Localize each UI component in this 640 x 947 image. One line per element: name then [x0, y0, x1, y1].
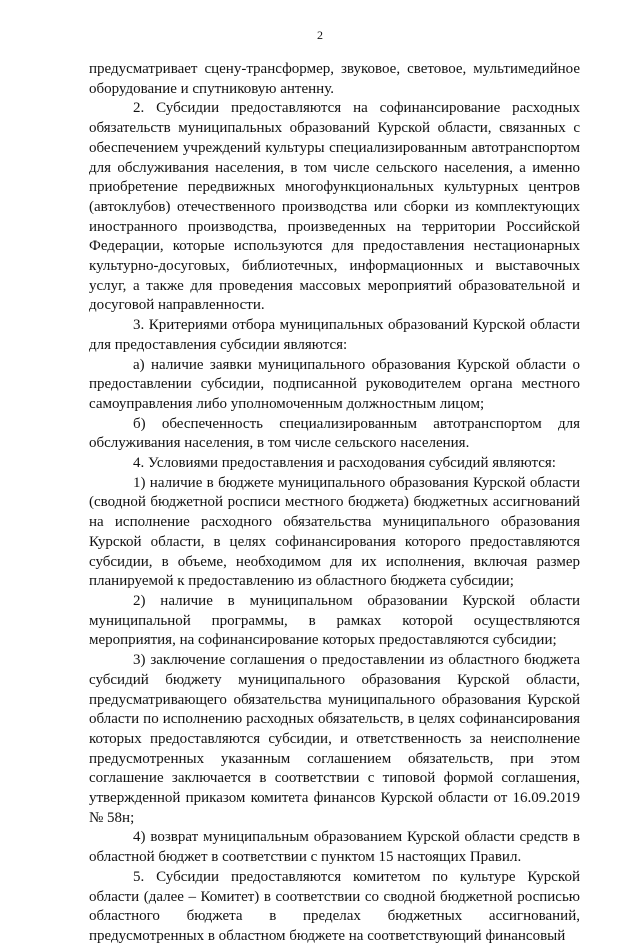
paragraph-item-2: 2. Субсидии предоставляются на софинансирование расходных обязательств муниципальных образований Курской области, связанных с обеспечением учреждений культуры специализированным автотранспортом для обслуживания населения, в том числе сельского населения, а именно приобретение передвижных многофункциональных культурных центров (автоклубов) отечественного производства или сборки из комплектующих иностранного производства, произведенных на территории Российской Федерации, которые используются для предоставления нестационарных культурно-досуговых, библиотечных, информационных и выставочных услуг, а также для проведения массовых мероприятий образовательной и досуговой направленности.	[89, 100, 580, 314]
paragraph-subitem-1: 1) наличие в бюджете муниципального образования Курской области (сводной бюджетной росписи местного бюджета) бюджетных ассигнований на исполнение расходного обязательства муниципального образования Курской области, в целях софинансирования которого предоставляются субсидии, в объеме, необходимом для их исполнения, включая размер планируемой к предоставлению из областного бюджета субсидии;	[89, 474, 580, 590]
paragraph-item-5: 5. Субсидии предоставляются комитетом по культуре Курской области (далее – Комитет) в соответствии со сводной бюджетной росписью областного бюджета в пределах бюджетных ассигнований, предусмотренных в областном бюджете на соответствующий финансовый	[89, 868, 580, 944]
paragraph-subitem-b: б) обеспеченность специализированным автотранспортом для обслуживания населения, в том числе сельского населения.	[89, 415, 580, 452]
paragraph-subitem-a: а) наличие заявки муниципального образования Курской области о предоставлении субсидии, подписанной руководителем органа местного самоуправления либо уполномоченным должностным лицом;	[89, 356, 580, 412]
paragraph-subitem-4: 4) возврат муниципальным образованием Курской области средств в областной бюджет в соответствии с пунктом 15 настоящих Правил.	[89, 829, 580, 866]
paragraph-item-4: 4. Условиями предоставления и расходования субсидий являются:	[133, 455, 556, 472]
paragraph-item-3: 3. Критериями отбора муниципальных образований Курской области для предоставления субсидии являются:	[89, 317, 580, 353]
paragraph-subitem-3: 3) заключение соглашения о предоставлении из областного бюджета субсидий бюджету муниципального образования Курской области, предусматривающего обязательства муниципального образования Курской области по исполнению расходных обязательств, в целях софинансирования которых предоставляются субсидии, и ответственность за неисполнение предусмотренных указанным соглашением обязательств, при этом соглашение заключается в соответствии с типовой формой соглашения, утвержденной приказом комитета финансов Курской области от 16.09.2019 № 58н;	[89, 652, 580, 826]
paragraph-subitem-2: 2) наличие в муниципальном образовании Курской области муниципальной программы, в рамках которой осуществляются мероприятия, на софинансирование которых предоставляются субсидии;	[89, 592, 580, 649]
document-body	[89, 60, 580, 947]
page-number: 2	[317, 28, 323, 42]
paragraph-continuation: предусматривает сцену-трансформер, звуковое, световое, мультимедийное оборудование и спутниковую антенну.	[89, 61, 580, 97]
